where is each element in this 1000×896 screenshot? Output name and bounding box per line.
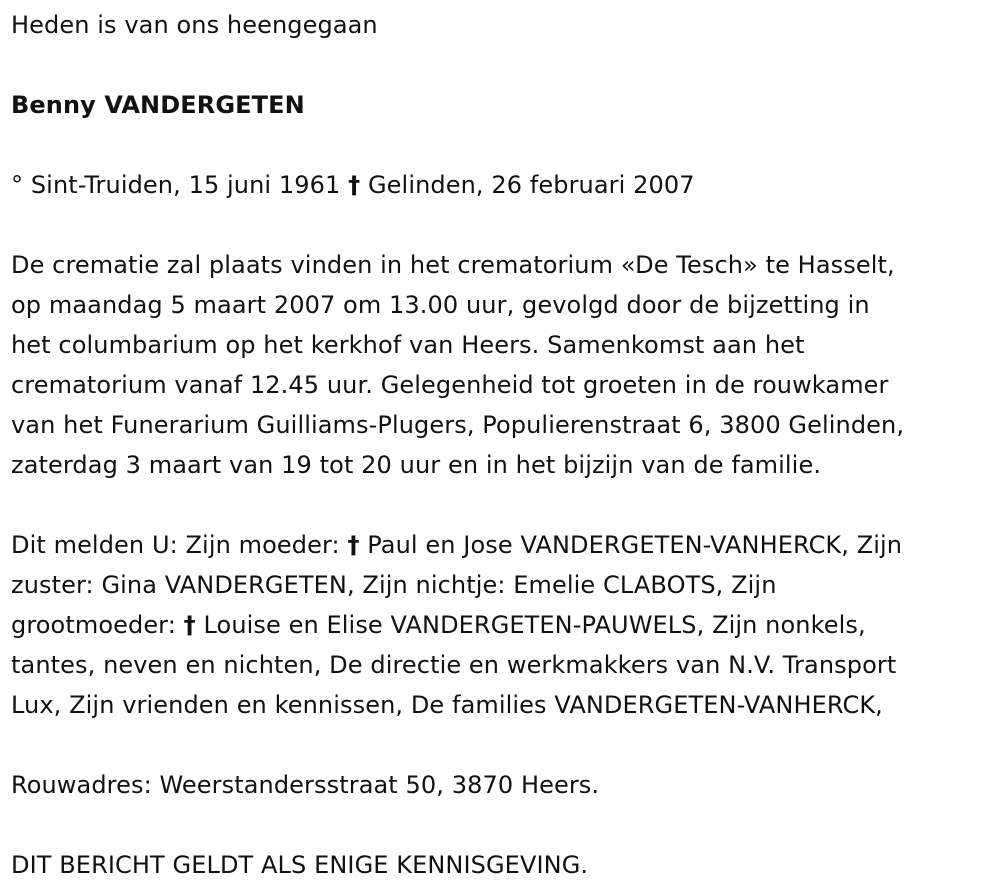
birth-text: Sint-Truiden, 15 juni 1961 <box>30 171 341 199</box>
cross-icon: † <box>348 171 361 199</box>
family-line <box>11 525 996 565</box>
family-line <box>11 605 996 645</box>
family-paragraph <box>11 525 996 725</box>
mourning-address: Rouwadres: Weerstandersstraat 50, 3870 Heers. <box>11 771 600 799</box>
cross-icon: † <box>183 611 196 639</box>
ceremony-paragraph <box>11 245 996 485</box>
ceremony-line: De crematie zal plaats vinden in het crematorium «De Tesch» te Hasselt, <box>11 251 895 279</box>
ceremony-line: op maandag 5 maart 2007 om 13.00 uur, gevolgd door de bijzetting in <box>11 291 870 319</box>
spacer <box>11 485 996 525</box>
ceremony-line: crematorium vanaf 12.45 uur. Gelegenheid tot groeten in de rouwkamer <box>11 371 889 399</box>
family-line: Lux, Zijn vrienden en kennissen, De families VANDERGETEN-VANHERCK, <box>11 691 883 719</box>
family-text: Dit melden U: Zijn moeder: <box>11 531 340 559</box>
intro-text <box>11 5 996 45</box>
intro-label: Heden is van ons heengegaan <box>11 11 378 39</box>
birth-death-line <box>11 165 996 205</box>
death-text: Gelinden, 26 februari 2007 <box>367 171 695 199</box>
deceased-name-text: Benny VANDERGETEN <box>11 91 305 119</box>
closing-statement: DIT BERICHT GELDT ALS ENIGE KENNISGEVING. <box>11 851 589 879</box>
ceremony-line: van het Funerarium Guilliams-Plugers, Populierenstraat 6, 3800 Gelinden, <box>11 411 905 439</box>
family-line: zuster: Gina VANDERGETEN, Zijn nichtje: Emelie CLABOTS, Zijn <box>11 571 777 599</box>
ceremony-line: zaterdag 3 maart van 19 tot 20 uur en in het bijzijn van de familie. <box>11 451 822 479</box>
family-text: Louise en Elise VANDERGETEN-PAUWELS, Zijn nonkels, <box>203 611 866 639</box>
birth-mark: ° <box>11 171 24 199</box>
spacer <box>11 205 996 245</box>
cross-icon: † <box>347 531 360 559</box>
spacer <box>11 125 996 165</box>
spacer <box>11 805 996 845</box>
spacer <box>11 725 996 765</box>
deceased-name <box>11 85 996 125</box>
family-text: grootmoeder: <box>11 611 176 639</box>
ceremony-line: het columbarium op het kerkhof van Heers. Samenkomst aan het <box>11 331 805 359</box>
spacer <box>11 45 996 85</box>
family-text: Paul en Jose VANDERGETEN-VANHERCK, Zijn <box>367 531 903 559</box>
family-line: tantes, neven en nichten, De directie en werkmakkers van N.V. Transport <box>11 651 897 679</box>
death-notice <box>11 0 996 885</box>
